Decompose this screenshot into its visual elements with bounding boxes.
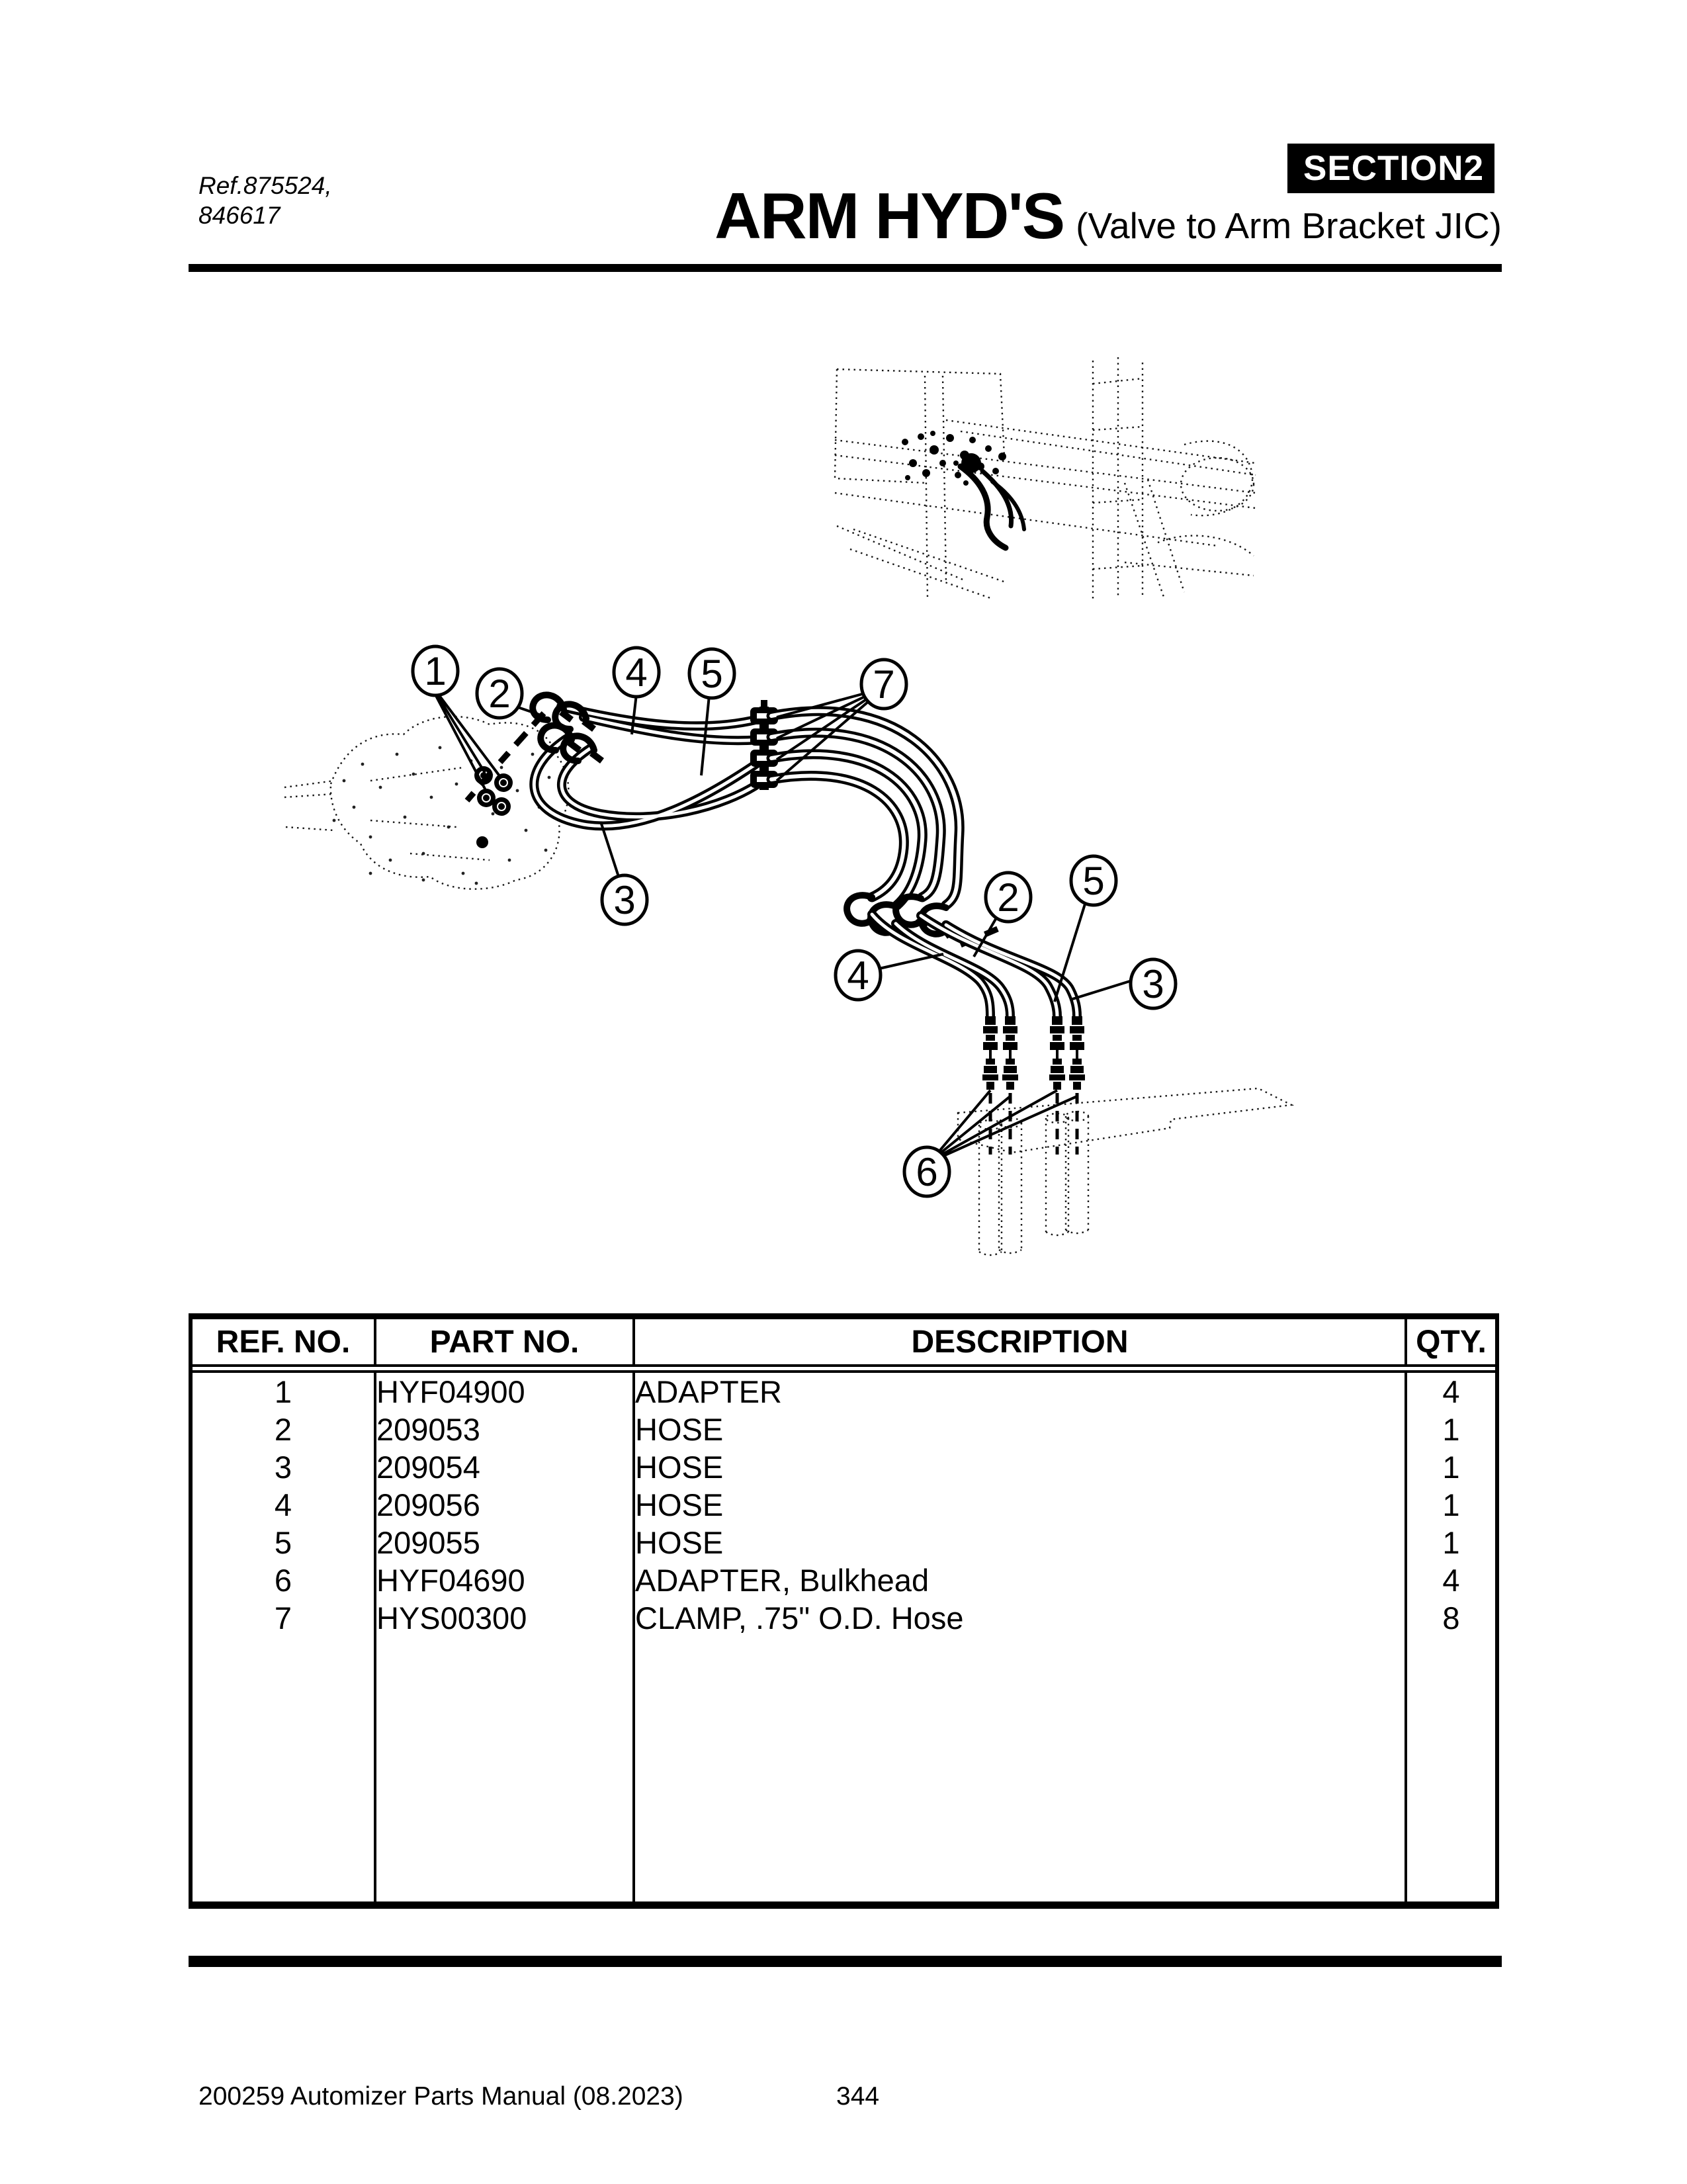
callout-6-label: 6 (916, 1150, 938, 1194)
table-header-row (193, 1319, 1495, 1369)
parts-table (189, 1313, 1499, 1909)
cell-qty: 1 (1442, 1487, 1460, 1522)
cell-qty: 8 (1442, 1600, 1460, 1636)
callout-5-lower (1071, 856, 1116, 905)
callout-3-right (1131, 959, 1176, 1008)
arm-bracket-illustration (958, 1088, 1291, 1255)
page-subtitle: (Valve to Arm Bracket JIC) (1076, 205, 1502, 246)
cell-desc: CLAMP, .75" O.D. Hose (634, 1599, 1406, 1637)
callout-4-upper (614, 648, 659, 697)
cell-part: 209054 (375, 1448, 634, 1486)
cell-part: 209055 (375, 1524, 634, 1561)
reference-line-2: 846617 (198, 202, 281, 230)
footer-rule (189, 1956, 1502, 1967)
callout-1 (413, 646, 458, 695)
column-header-part-no: PART NO. (375, 1319, 634, 1369)
table-row (193, 1561, 1495, 1599)
callout-2-upper (477, 669, 522, 718)
cell-desc: HOSE (634, 1524, 1406, 1561)
cell-part: 209053 (375, 1411, 634, 1448)
column-header-qty: QTY. (1406, 1319, 1495, 1369)
column-header-ref-no: REF. NO. (193, 1319, 375, 1369)
table-row (193, 1524, 1495, 1561)
cell-qty: 4 (1442, 1563, 1460, 1598)
cell-desc: ADAPTER, Bulkhead (634, 1561, 1406, 1599)
table-filler-row (193, 1637, 1495, 1901)
page-title: ARM HYD'S (714, 179, 1064, 252)
cell-ref: 5 (193, 1524, 375, 1561)
callout-3-left-label: 3 (613, 878, 636, 922)
cell-qty: 4 (1442, 1374, 1460, 1409)
machine-hose-highlight (961, 453, 1024, 548)
cell-qty: 1 (1442, 1525, 1460, 1560)
section-number: 2 (1463, 149, 1485, 188)
table-row (193, 1411, 1495, 1448)
valve-block-illustration (284, 717, 568, 889)
cell-part: HYF04690 (375, 1561, 634, 1599)
hose-elbow-fittings-left (533, 695, 602, 761)
section-label: SECTION (1303, 149, 1464, 188)
cell-ref: 3 (193, 1448, 375, 1486)
callout-5-upper-label: 5 (701, 652, 723, 696)
callout-1-label: 1 (424, 649, 447, 693)
footer-manual-title: 200259 Automizer Parts Manual (08.2023) (198, 2082, 683, 2111)
table-row (193, 1448, 1495, 1486)
callout-3-right-label: 3 (1142, 962, 1164, 1006)
callout-7 (861, 660, 906, 709)
cell-desc: ADAPTER (634, 1369, 1406, 1411)
callout-5-lower-label: 5 (1082, 859, 1105, 903)
reference-line-1: Ref.875524, (198, 172, 332, 199)
callout-4-lower-label: 4 (847, 953, 869, 998)
cell-part: HYF04900 (375, 1369, 634, 1411)
cell-desc: HOSE (634, 1486, 1406, 1524)
cell-qty: 1 (1442, 1450, 1460, 1485)
cell-desc: HOSE (634, 1411, 1406, 1448)
footer-page-number: 344 (836, 2082, 880, 2111)
callout-6 (904, 1147, 949, 1196)
cell-ref: 4 (193, 1486, 375, 1524)
callout-3-left (602, 875, 647, 924)
cell-desc: HOSE (634, 1448, 1406, 1486)
callout-5-upper (689, 649, 734, 698)
cell-ref: 1 (193, 1369, 375, 1411)
hose-bundle (771, 711, 959, 905)
bulkhead-fitting-stacks (982, 1016, 1085, 1155)
callout-2-lower-label: 2 (997, 875, 1019, 920)
cell-ref: 7 (193, 1599, 375, 1637)
cell-part: HYS00300 (375, 1599, 634, 1637)
machine-overview-illustration (835, 357, 1256, 602)
column-header-description: DESCRIPTION (634, 1319, 1406, 1369)
valve-stipple-dots (333, 746, 551, 885)
callout-4-upper-label: 4 (625, 650, 648, 695)
callout-7-label: 7 (873, 662, 895, 707)
table-row (193, 1486, 1495, 1524)
table-body (193, 1369, 1495, 1902)
callout-4-lower (836, 951, 881, 1000)
table-row (193, 1599, 1495, 1637)
table-row (193, 1369, 1495, 1411)
cell-ref: 6 (193, 1561, 375, 1599)
cell-ref: 2 (193, 1411, 375, 1448)
callout-2-upper-label: 2 (488, 672, 511, 716)
cell-qty: 1 (1442, 1412, 1460, 1447)
hoses-to-bulkheads (872, 914, 1077, 1016)
cell-part: 209056 (375, 1486, 634, 1524)
callout-2-lower (986, 873, 1031, 922)
